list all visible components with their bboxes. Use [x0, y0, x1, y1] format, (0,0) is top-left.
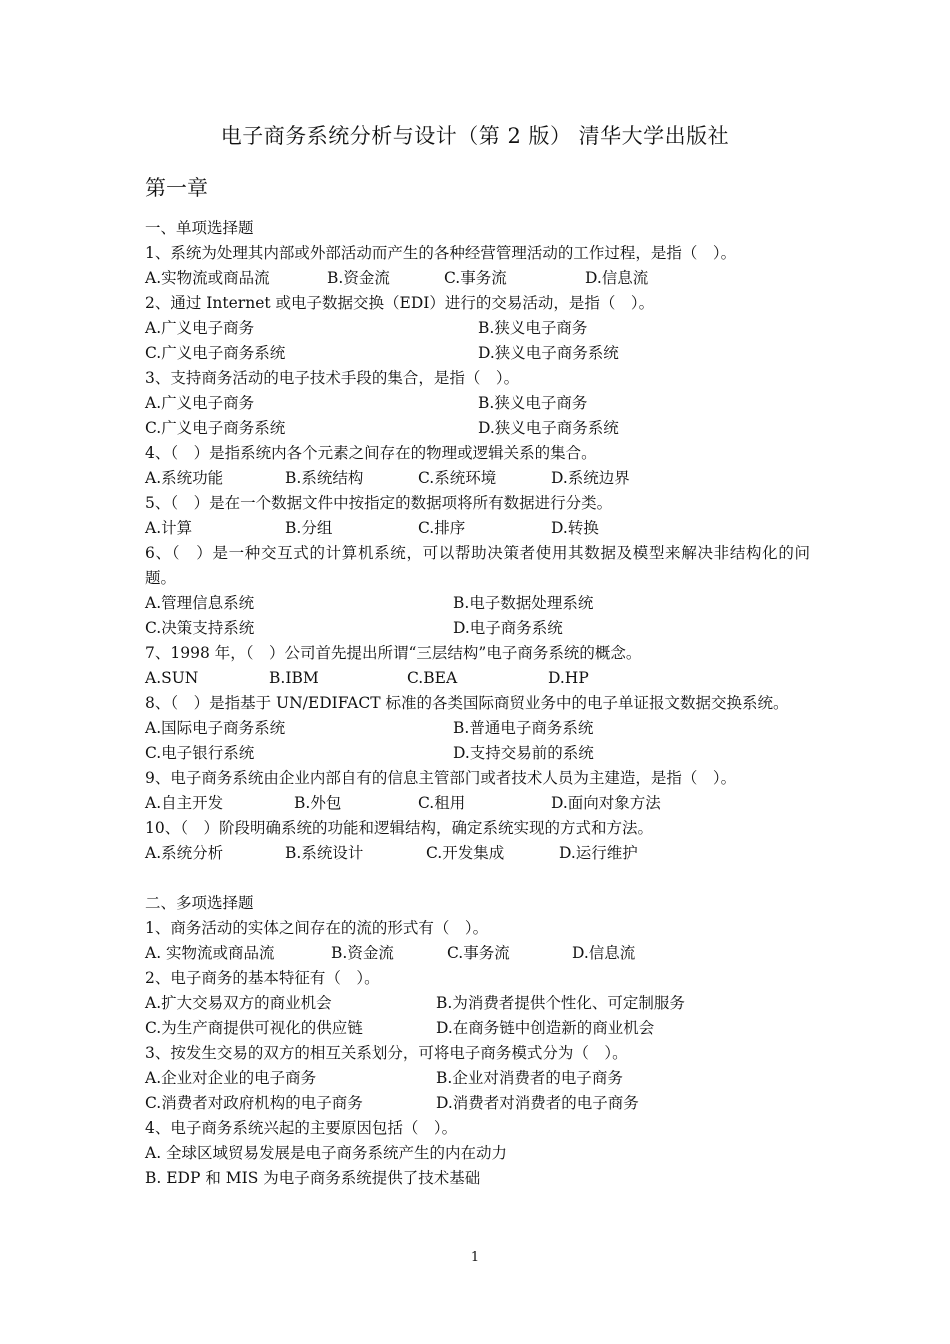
option-d: D.在商务链中创造新的商业机会	[436, 1019, 655, 1037]
spacer	[145, 866, 810, 891]
question-text: 9、电子商务系统由企业内部自有的信息主管部门或者技术人员为主建造，是指（ ）。	[145, 769, 737, 787]
option-c: C.系统环境	[418, 469, 497, 487]
option-d: D.运行维护	[559, 844, 638, 862]
option-b: B.分组	[285, 519, 333, 537]
document-title: 电子商务系统分析与设计（第 2 版） 清华大学出版社	[220, 124, 730, 148]
option-row	[145, 716, 810, 741]
option-row	[145, 941, 810, 966]
option-b: B.电子数据处理系统	[453, 594, 594, 612]
question-text: 2、通过 Internet 或电子数据交换（EDI）进行的交易活动，是指（ ）。	[145, 294, 655, 312]
option-b: B.系统设计	[285, 844, 364, 862]
option-row	[145, 666, 810, 691]
option-row	[145, 516, 810, 541]
option-c: C.广义电子商务系统	[145, 344, 286, 362]
option-row	[145, 841, 810, 866]
option-d: D.信息流	[585, 269, 649, 287]
option-row	[145, 791, 810, 816]
option-c: C.开发集成	[426, 844, 505, 862]
option-a: A. 全球区域贸易发展是电子商务系统产生的内在动力	[145, 1144, 508, 1162]
option-b: B.狭义电子商务	[478, 319, 588, 337]
option-b: B.IBM	[269, 669, 319, 687]
option-b: B.系统结构	[285, 469, 364, 487]
option-row	[145, 466, 810, 491]
option-row	[145, 616, 810, 641]
question-text: 5、（ ）是在一个数据文件中按指定的数据项将所有数据进行分类。	[145, 494, 613, 512]
option-c: C.电子银行系统	[145, 744, 255, 762]
option-c: C.为生产商提供可视化的供应链	[145, 1019, 363, 1037]
option-b: B.狭义电子商务	[478, 394, 588, 412]
question-text: 1、系统为处理其内部或外部活动而产生的各种经营管理活动的工作过程，是指（ ）。	[145, 244, 737, 262]
question-text: 3、支持商务活动的电子技术手段的集合，是指（ ）。	[145, 369, 520, 387]
section-heading: 一、单项选择题	[145, 219, 254, 237]
option-d: D.转换	[551, 519, 599, 537]
option-c: C.消费者对政府机构的电子商务	[145, 1094, 363, 1112]
option-c: C.广义电子商务系统	[145, 419, 286, 437]
option-row	[145, 316, 810, 341]
option-d: D.面向对象方法	[551, 794, 661, 812]
option-d: D.狭义电子商务系统	[478, 344, 619, 362]
question-text: 2、电子商务的基本特征有（ ）。	[145, 969, 380, 987]
option-c: C.事务流	[444, 269, 507, 287]
question-text: 4、电子商务系统兴起的主要原因包括（ ）。	[145, 1119, 458, 1137]
option-d: D.信息流	[572, 944, 636, 962]
option-row	[145, 1091, 810, 1116]
option-d: D.系统边界	[551, 469, 630, 487]
option-b: B.资金流	[327, 269, 390, 287]
chapter-heading: 第一章	[145, 176, 208, 200]
option-c: C.事务流	[447, 944, 510, 962]
option-d: D.支持交易前的系统	[453, 744, 594, 762]
option-a: A.系统分析	[145, 844, 224, 862]
option-a: A.计算	[145, 519, 193, 537]
option-c: C.排序	[418, 519, 466, 537]
section-heading: 二、多项选择题	[145, 894, 254, 912]
option-d: D.电子商务系统	[453, 619, 563, 637]
option-a: A.系统功能	[145, 469, 224, 487]
option-d: D.HP	[548, 669, 589, 687]
option-a: A.实物流或商品流	[145, 269, 270, 287]
option-c: C.BEA	[407, 669, 458, 687]
option-a: A.企业对企业的电子商务	[145, 1069, 317, 1087]
option-a: A.SUN	[145, 669, 199, 687]
content-body	[145, 216, 810, 1191]
option-row	[145, 391, 810, 416]
page-number: 1	[470, 1250, 480, 1265]
option-d: D.消费者对消费者的电子商务	[436, 1094, 639, 1112]
option-row	[145, 991, 810, 1016]
option-d: D.狭义电子商务系统	[478, 419, 619, 437]
option-b: B.外包	[294, 794, 342, 812]
option-row	[145, 1066, 810, 1091]
option-b: B.为消费者提供个性化、可定制服务	[436, 994, 685, 1012]
question-text: 7、1998 年，（ ）公司首先提出所谓“三层结构”电子商务系统的概念。	[145, 644, 642, 662]
option-a: A.管理信息系统	[145, 594, 255, 612]
option-row	[145, 1016, 810, 1041]
option-a: A. 实物流或商品流	[145, 944, 275, 962]
option-row	[145, 416, 810, 441]
option-b: B.资金流	[331, 944, 394, 962]
option-a: A.自主开发	[145, 794, 224, 812]
option-b: B. EDP 和 MIS 为电子商务系统提供了技术基础	[145, 1169, 481, 1187]
option-a: A.广义电子商务	[145, 394, 255, 412]
question-text: 3、按发生交易的双方的相互关系划分，可将电子商务模式分为（ ）。	[145, 1044, 628, 1062]
option-row	[145, 341, 810, 366]
question-text: 10、（ ）阶段明确系统的功能和逻辑结构，确定系统实现的方式和方法。	[145, 819, 653, 837]
option-b: B.企业对消费者的电子商务	[436, 1069, 623, 1087]
option-a: A.广义电子商务	[145, 319, 255, 337]
option-c: C.决策支持系统	[145, 619, 255, 637]
option-row	[145, 741, 810, 766]
question-text: 4、（ ）是指系统内各个元素之间存在的物理或逻辑关系的集合。	[145, 444, 597, 462]
question-text: 6、（ ）是一种交互式的计算机系统，可以帮助决策者使用其数据及模型来解决非结构化的问题。	[145, 544, 810, 587]
question-text: 1、商务活动的实体之间存在的流的形式有（ ）。	[145, 919, 489, 937]
option-row	[145, 266, 810, 291]
option-b: B.普通电子商务系统	[453, 719, 594, 737]
option-a: A.扩大交易双方的商业机会	[145, 994, 332, 1012]
option-a: A.国际电子商务系统	[145, 719, 286, 737]
option-row	[145, 591, 810, 616]
question-text: 8、（ ）是指基于 UN/EDIFACT 标准的各类国际商贸业务中的电子单证报文数据交换系统。	[145, 694, 789, 712]
option-c: C.租用	[418, 794, 466, 812]
